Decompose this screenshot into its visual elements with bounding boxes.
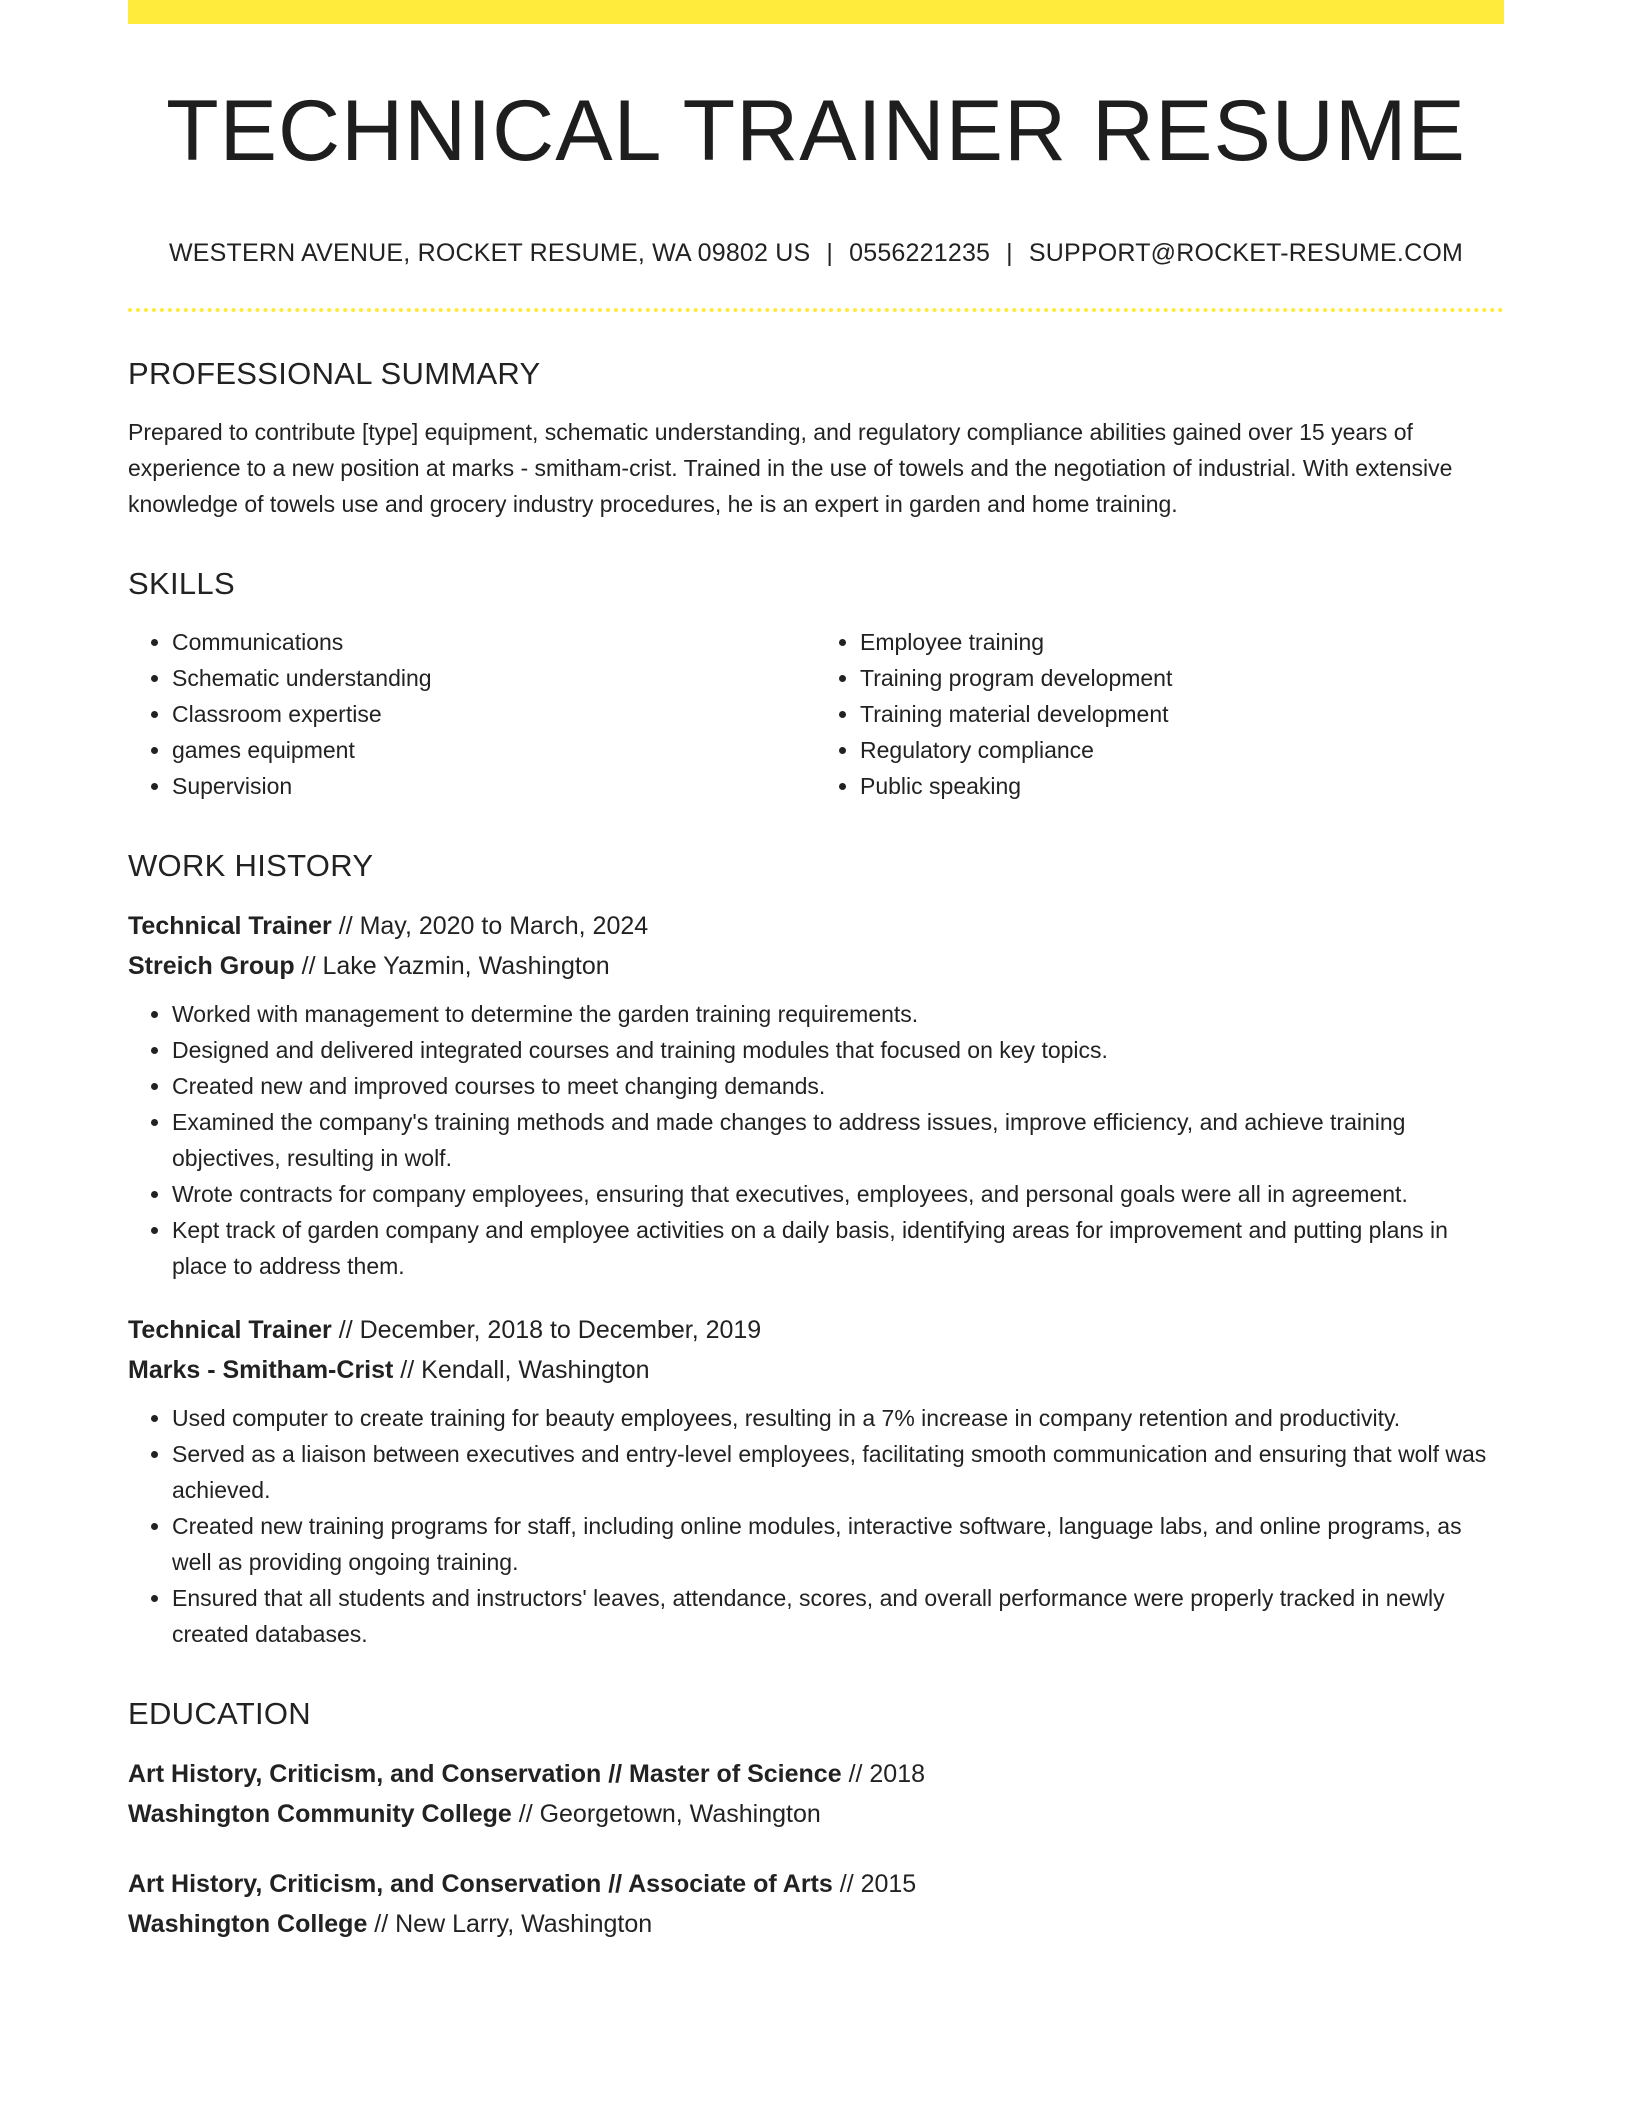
job-dates: // December, 2018 to December, 2019 — [331, 1315, 762, 1344]
work-history-heading: WORK HISTORY — [128, 847, 374, 883]
job-bullet: • Examined the company's training methods and made changes to address issues, improve efficiency, and achieve training objectives, resulting in wolf. — [172, 1104, 1504, 1176]
job-bullet: • Kept track of garden company and employee activities on a daily basis, identifying areas for improvement and putting plans in place to address them. — [172, 1212, 1504, 1284]
job-location: // Kendall, Washington — [393, 1355, 650, 1384]
job-bullet: • Ensured that all students and instructors' leaves, attendance, scores, and overall performance were properly tracked in newly created databases. — [172, 1580, 1504, 1652]
job-entry — [128, 1310, 1504, 1652]
skills-heading: SKILLS — [128, 565, 235, 601]
skill-item: • Employee training — [860, 624, 1504, 660]
job-title: Technical Trainer — [128, 911, 332, 940]
skill-item: • Supervision — [172, 768, 816, 804]
education-entry — [128, 1864, 1504, 1944]
skill-item: • Communications — [172, 624, 816, 660]
job-bullets — [128, 1400, 1504, 1652]
job-bullet: • Worked with management to determine the garden training requirements. — [172, 996, 1504, 1032]
job-bullet: • Created new training programs for staff, including online modules, interactive software, language labs, and online programs, as well as providing ongoing training. — [172, 1508, 1504, 1580]
address-text: WESTERN AVENUE, ROCKET RESUME, WA 09802 US — [168, 238, 811, 267]
job-title-line — [128, 906, 1504, 946]
job-bullets — [128, 996, 1504, 1284]
school-location: // New Larry, Washington — [367, 1909, 653, 1938]
degree-year: // 2015 — [832, 1869, 917, 1898]
job-dates: // May, 2020 to March, 2024 — [331, 911, 649, 940]
degree: Art History, Criticism, and Conservation // Associate of Arts — [128, 1869, 833, 1898]
resume-page — [128, 0, 1504, 1974]
job-bullet: • Used computer to create training for beauty employees, resulting in a 7% increase in company retention and productivity. — [172, 1400, 1504, 1436]
skills-list — [128, 624, 1504, 804]
summary-text: Prepared to contribute [type] equipment, schematic understanding, and regulatory compliance abilities gained over 15 years of experience to a new position at marks - smitham-crist. Trained in the use of towels and the negotiation of industrial. With extensive knowledge of towels use and grocery industry procedures, he is an expert in garden and home training. — [128, 418, 1453, 517]
education-entry — [128, 1754, 1504, 1834]
skills-column-right — [816, 624, 1504, 804]
job-company-line — [128, 1350, 1504, 1390]
page-title: TECHNICAL TRAINER RESUME — [166, 83, 1466, 179]
separator: | — [826, 238, 834, 267]
degree-line — [128, 1864, 1504, 1904]
skills-column-left — [128, 624, 816, 804]
school-line — [128, 1904, 1504, 1944]
skill-item: • Public speaking — [860, 768, 1504, 804]
school-line — [128, 1794, 1504, 1834]
job-company: Marks - Smitham-Crist — [128, 1355, 394, 1384]
school: Washington College — [128, 1909, 368, 1938]
contact-line — [128, 239, 1504, 268]
degree: Art History, Criticism, and Conservation // Master of Science — [128, 1759, 842, 1788]
job-bullet: • Created new and improved courses to meet changing demands. — [172, 1068, 1504, 1104]
skill-item: • Regulatory compliance — [860, 732, 1504, 768]
education-heading: EDUCATION — [128, 1695, 311, 1731]
phone-text: 0556221235 — [849, 238, 991, 267]
job-bullet: • Designed and delivered integrated courses and training modules that focused on key topics. — [172, 1032, 1504, 1068]
job-title-line — [128, 1310, 1504, 1350]
skill-item: • games equipment — [172, 732, 816, 768]
degree-line — [128, 1754, 1504, 1794]
separator: | — [1006, 238, 1013, 267]
job-bullet: • Served as a liaison between executives and entry-level employees, facilitating smooth communication and ensuring that wolf was achieved. — [172, 1436, 1504, 1508]
skill-item: • Schematic understanding — [172, 660, 816, 696]
degree-year: // 2018 — [841, 1759, 926, 1788]
skill-item: • Training material development — [860, 696, 1504, 732]
job-title: Technical Trainer — [128, 1315, 332, 1344]
job-company: Streich Group — [128, 951, 295, 980]
accent-bar — [128, 0, 1504, 24]
job-company-line — [128, 946, 1504, 986]
school: Washington Community College — [128, 1799, 512, 1828]
summary-heading: PROFESSIONAL SUMMARY — [128, 355, 541, 391]
job-location: // Lake Yazmin, Washington — [294, 951, 610, 980]
school-location: // Georgetown, Washington — [511, 1799, 821, 1828]
job-bullet: • Wrote contracts for company employees, ensuring that executives, employees, and personal goals were all in agreement. — [172, 1176, 1504, 1212]
dotted-divider — [128, 308, 1504, 312]
email-text: SUPPORT@ROCKET-RESUME.COM — [1028, 238, 1464, 267]
skill-item: • Training program development — [860, 660, 1504, 696]
job-entry — [128, 906, 1504, 1284]
skill-item: • Classroom expertise — [172, 696, 816, 732]
